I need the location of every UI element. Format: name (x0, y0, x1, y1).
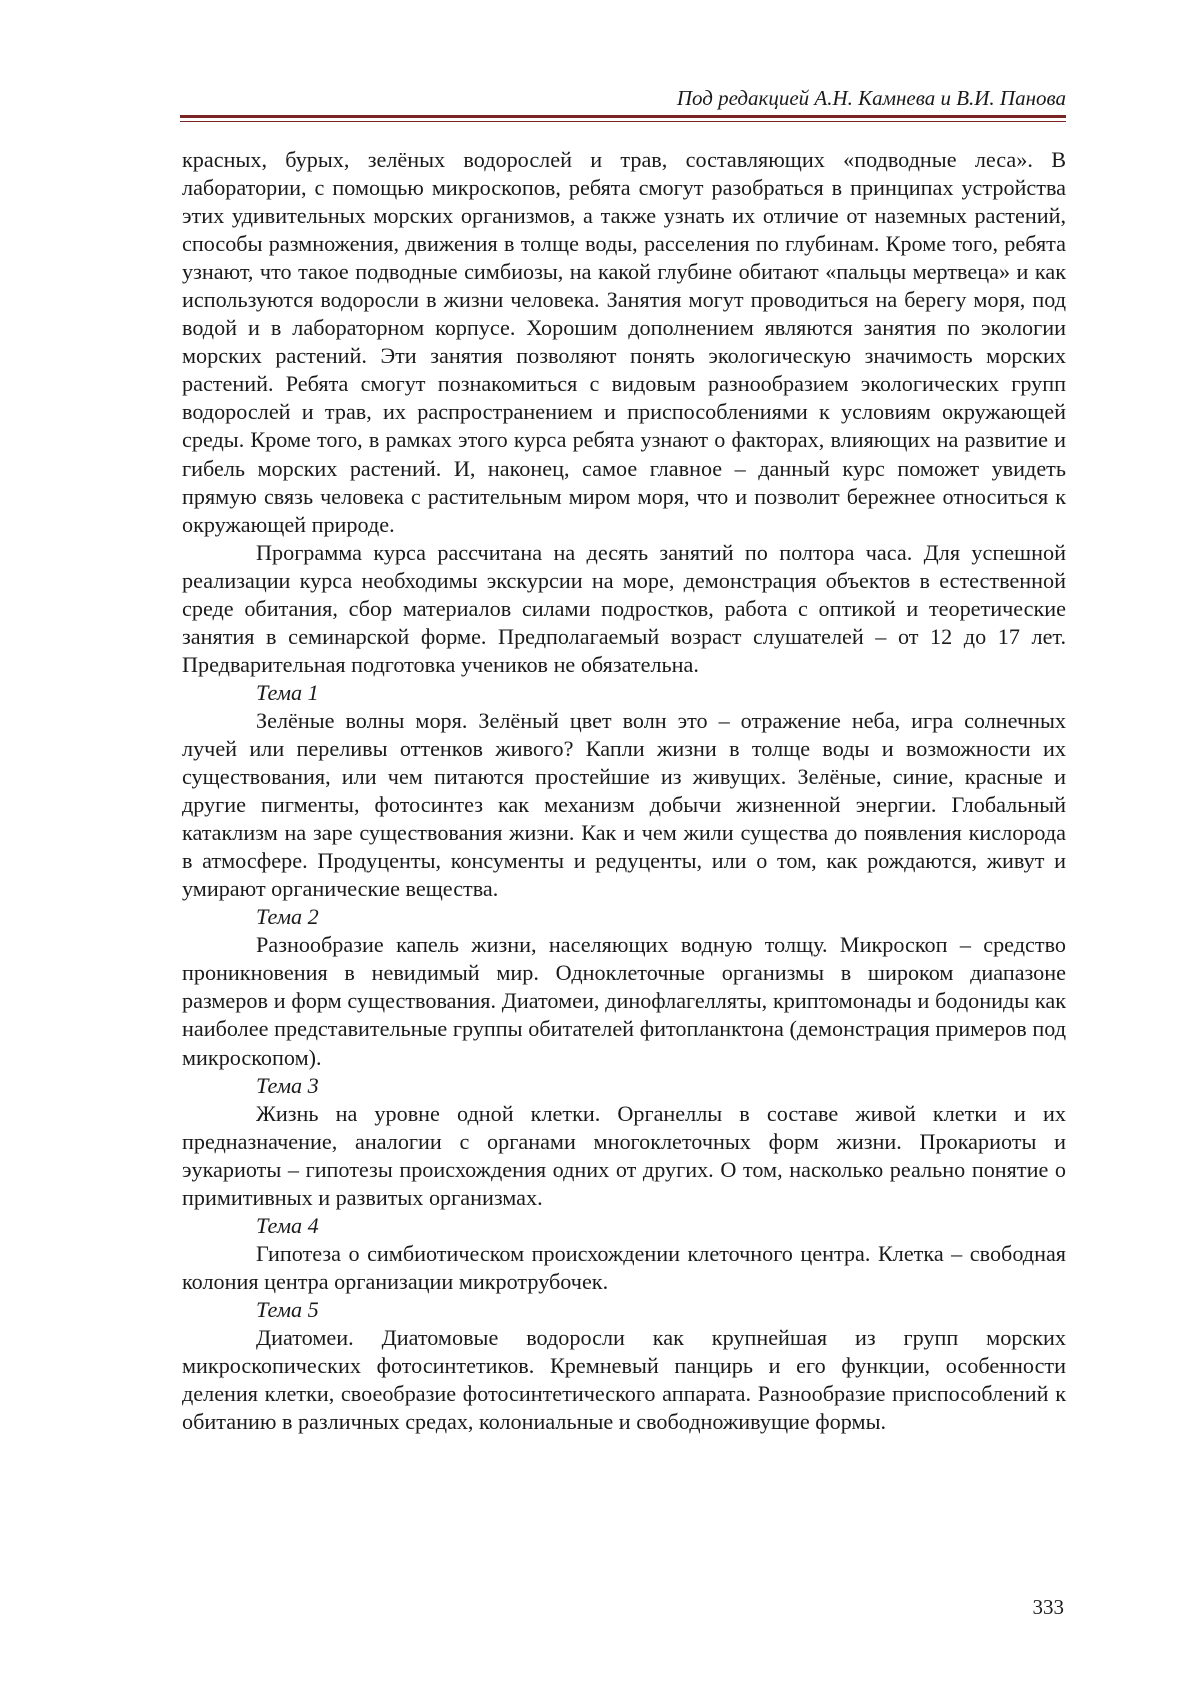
header-rule-thick (180, 115, 1066, 118)
topic-text-5: Диатомеи. Диатомовые водоросли как крупнейшая из групп морских микроскопических фотосинтетиков. Кремневый панцирь и его функции, особенности деления клетки, своеобразие фотосинтетического аппарата. Разнообразие приспособлений к обитанию в различных средах, колониальные и свободноживущие формы. (182, 1324, 1066, 1435)
paragraph-continued: красных, бурых, зелёных водорослей и трав, составляющих «подводные леса». В лаборатории, с помощью микроскопов, ребята смогут разобраться в принципах устройства этих удивительных морских организмов, а также узнать их отличие от наземных растений, способы размножения, движения в толще воды, расселения по глубинам. Кроме того, ребята узнают, что такое подводные симбиозы, на какой глубине обитают «пальцы мертвеца» и как используются водоросли в жизни человека. Занятия могут проводиться на берегу моря, под водой и в лабораторном корпусе. Хорошим дополнением являются занятия по экологии морских растений. Эти занятия позволяют понять экологическую значимость морских растений. Ребята смогут познакомиться с видовым разнообразием экологических групп водорослей и трав, их распространением и приспособлениями к условиям окружающей среды. Кроме того, в рамках этого курса ребята узнают о факторах, влияющих на развитие и гибель морских растений. И, наконец, самое главное – данный курс поможет увидеть прямую связь человека с растительным миром моря, что и позволит бережнее относиться к окружающей природе. (182, 147, 1066, 537)
topic-heading-5: Тема 5 (256, 1296, 319, 1322)
running-head-title: Под редакцией А.Н. Камнева и В.И. Панова (676, 86, 1066, 110)
topic-text-2: Разнообразие капель жизни, населяющих водную толщу. Микроскоп – средство проникновения в невидимый мир. Одноклеточные организмы в широком диапазоне размеров и форм существования. Диатомеи, динофлагелляты, криптомонады и бодониды как наиболее представительные группы обитателей фитопланктона (демонстрация примеров под микроскопом). (182, 932, 1066, 1070)
body-text (182, 146, 1066, 1436)
header-rule-thin (180, 121, 1066, 122)
paragraph-course-program: Программа курса рассчитана на десять занятий по полтора часа. Для успешной реализации курса необходимы экскурсии на море, демонстрация объектов в естественной среде обитания, сбор материалов силами подростков, работа с оптикой и теоретические занятия в семинарской форме. Предполагаемый возраст слушателей – от 12 до 17 лет. Предварительная подготовка учеников не обязательна. (182, 539, 1066, 677)
topic-heading-1: Тема 1 (256, 679, 319, 705)
topic-text-3: Жизнь на уровне одной клетки. Органеллы в составе живой клетки и их предназначение, аналогии с органами многоклеточных форм жизни. Прокариоты и эукариоты – гипотезы происхождения одних от других. О том, насколько реально понятие о примитивных и развитых организмах. (182, 1100, 1066, 1210)
topic-text-1: Зелёные волны моря. Зелёный цвет волн это – отражение неба, игра солнечных лучей или переливы оттенков живого? Капли жизни в толще воды и возможности их существования, или чем питаются простейшие из живущих. Зелёные, синие, красные и другие пигменты, фотосинтез как механизм добычи жизненной энергии. Глобальный катаклизм на заре существования жизни. Как и чем жили существа до появления кислорода в атмосфере. Продуценты, консументы и редуценты, или о том, как рождаются, живут и умирают органические вещества. (182, 707, 1066, 902)
topic-heading-3: Тема 3 (256, 1072, 319, 1098)
topic-heading-2: Тема 2 (256, 904, 319, 930)
page-number: 333 (1032, 1595, 1064, 1619)
topic-text-4: Гипотеза о симбиотическом происхождении клеточного центра. Клетка – свободная колония центра организации микротрубочек. (182, 1240, 1066, 1294)
topic-heading-4: Тема 4 (256, 1212, 319, 1238)
